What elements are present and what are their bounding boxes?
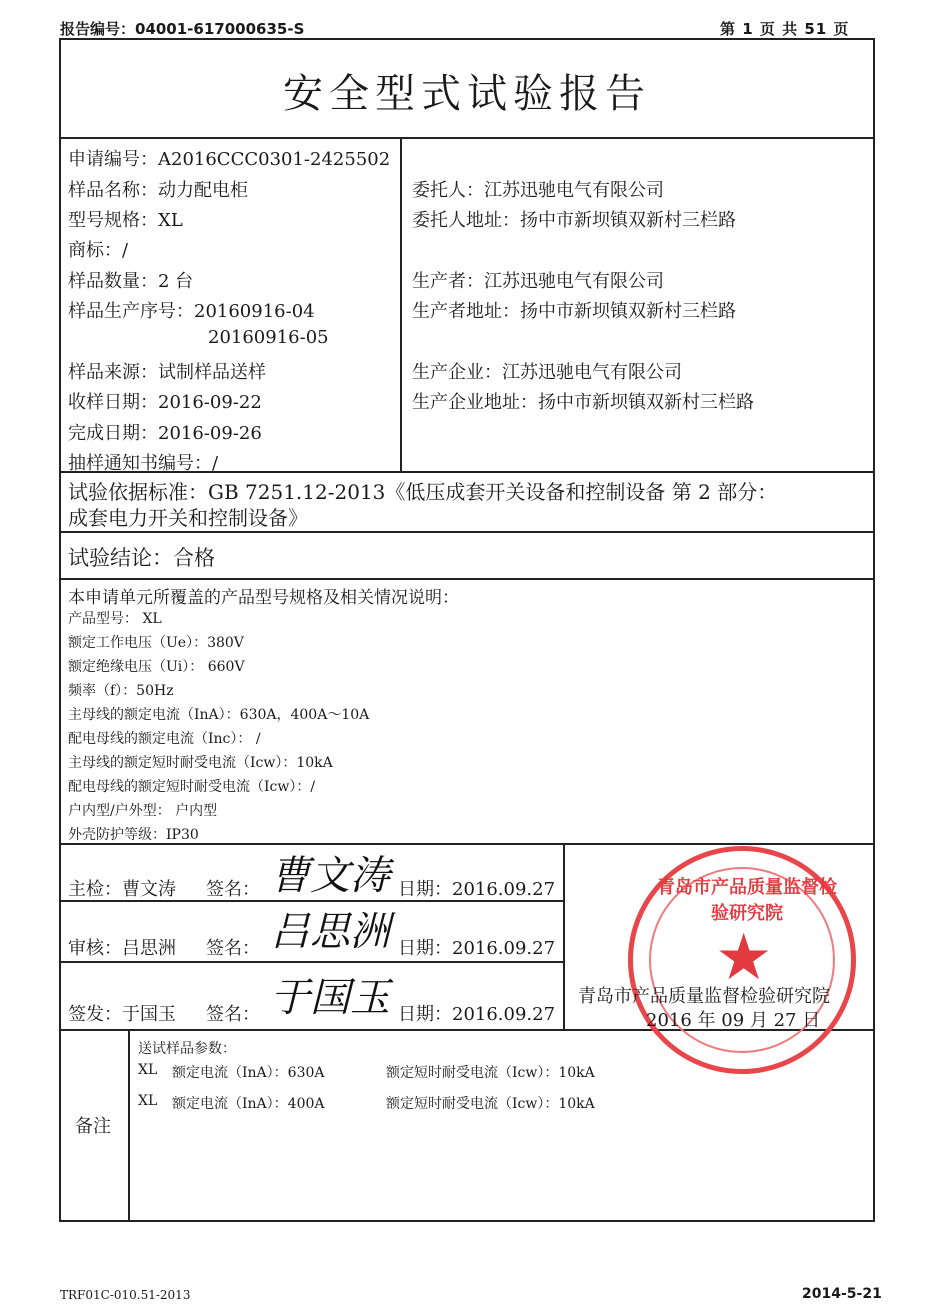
coverage-line: 频率（f）：50Hz	[68, 683, 174, 699]
application-number: 申请编号：A2016CCC0301-2425502	[68, 149, 391, 170]
issuer-date: 日期：2016.09.27	[398, 1004, 556, 1025]
serial-number: 样品生产序号：20160916-04	[68, 301, 315, 322]
coverage-heading: 本申请单元所覆盖的产品型号规格及相关情况说明：	[68, 588, 459, 608]
signature-label: 签名：	[206, 1004, 260, 1025]
page-title: 安全型式试验报告	[283, 71, 651, 117]
coverage-line: 配电母线的额定电流（Inc）： /	[68, 731, 261, 747]
coverage-line: 主母线的额定短时耐受电流（Icw）：10kA	[68, 755, 333, 771]
report-number: 报告编号：04001-617000635-S	[60, 20, 305, 38]
sample-source: 样品来源：试制样品送样	[68, 362, 266, 383]
divider	[59, 961, 564, 963]
coverage-line: 额定工作电压（Ue）：380V	[68, 635, 244, 651]
coverage-line: 产品型号： XL	[68, 611, 162, 627]
form-code: TRF01C-010.51-2013	[60, 1288, 191, 1302]
producer-address: 生产者地址：扬中市新坝镇双新村三栏路	[412, 301, 736, 322]
remarks-heading: 送试样品参数：	[138, 1041, 236, 1057]
producer: 生产者：江苏迅驰电气有限公司	[412, 271, 664, 292]
divider	[128, 1029, 130, 1222]
star-icon: ★	[715, 921, 773, 995]
remarks-model: XL	[138, 1093, 158, 1109]
coverage-line: 外壳防护等级：IP30	[68, 827, 199, 843]
standard-line-2: 成套电力开关和控制设备》	[68, 506, 308, 530]
remarks-current: 额定电流（InA）：400A	[172, 1096, 325, 1112]
page-info: 第 1 页 共 51 页	[720, 20, 850, 38]
remarks-icw: 额定短时耐受电流（Icw）：10kA	[386, 1065, 595, 1081]
model-spec: 型号规格：XL	[68, 210, 183, 231]
remarks-icw: 额定短时耐受电流（Icw）：10kA	[386, 1096, 595, 1112]
coverage-line: 额定绝缘电压（Ui）： 660V	[68, 659, 245, 675]
serial-number-2: 20160916-05	[208, 327, 329, 348]
divider	[563, 843, 565, 1029]
signature-label: 签名：	[206, 938, 260, 959]
finished-date: 完成日期：2016-09-26	[68, 423, 262, 444]
sample-name: 样品名称：动力配电柜	[68, 180, 248, 201]
client-address: 委托人地址：扬中市新坝镇双新村三栏路	[412, 210, 736, 231]
client: 委托人：江苏迅驰电气有限公司	[412, 180, 664, 201]
issuer-signature: 于国玉	[270, 975, 390, 1021]
coverage-line: 户内型/户外型： 户内型	[68, 803, 218, 819]
standard-line-1: 试验依据标准：GB 7251.12-2013《低压成套开关设备和控制设备 第 2 部分：	[68, 480, 778, 504]
reviewer-date: 日期：2016.09.27	[398, 938, 556, 959]
divider	[59, 531, 875, 533]
inspector-date: 日期：2016.09.27	[398, 879, 556, 900]
sampling-notice: 抽样通知书编号：/	[68, 453, 219, 474]
divider	[400, 137, 402, 471]
received-date: 收样日期：2016-09-22	[68, 392, 262, 413]
inspector-role: 主检：曹文涛	[68, 879, 176, 900]
issuer-role: 签发：于国玉	[68, 1004, 176, 1025]
inspector-signature: 曹文涛	[270, 853, 390, 899]
test-conclusion: 试验结论：合格	[68, 546, 215, 570]
sample-quantity: 样品数量：2 台	[68, 271, 194, 292]
coverage-line: 配电母线的额定短时耐受电流（Icw）：/	[68, 779, 316, 795]
institute-date: 2016 年 09 月 27 日	[646, 1010, 821, 1031]
seal-text: 青岛市产品质量监督检验研究院	[657, 877, 837, 924]
official-seal	[628, 846, 856, 1074]
coverage-line: 主母线的额定电流（InA）：630A，400A～10A	[68, 707, 370, 723]
divider	[59, 137, 875, 139]
signature-label: 签名：	[206, 879, 260, 900]
reviewer-role: 审核：吕思洲	[68, 938, 176, 959]
footer-date: 2014-5-21	[802, 1286, 882, 1302]
remarks-label: 备注	[75, 1116, 111, 1137]
trademark: 商标：/	[68, 240, 129, 261]
manufacturer-address: 生产企业地址：扬中市新坝镇双新村三栏路	[412, 392, 754, 413]
manufacturer: 生产企业：江苏迅驰电气有限公司	[412, 362, 682, 383]
institute-name: 青岛市产品质量监督检验研究院	[578, 986, 830, 1007]
reviewer-signature: 吕思洲	[270, 909, 390, 955]
divider	[59, 578, 875, 580]
remarks-current: 额定电流（InA）：630A	[172, 1065, 325, 1081]
remarks-model: XL	[138, 1062, 158, 1078]
